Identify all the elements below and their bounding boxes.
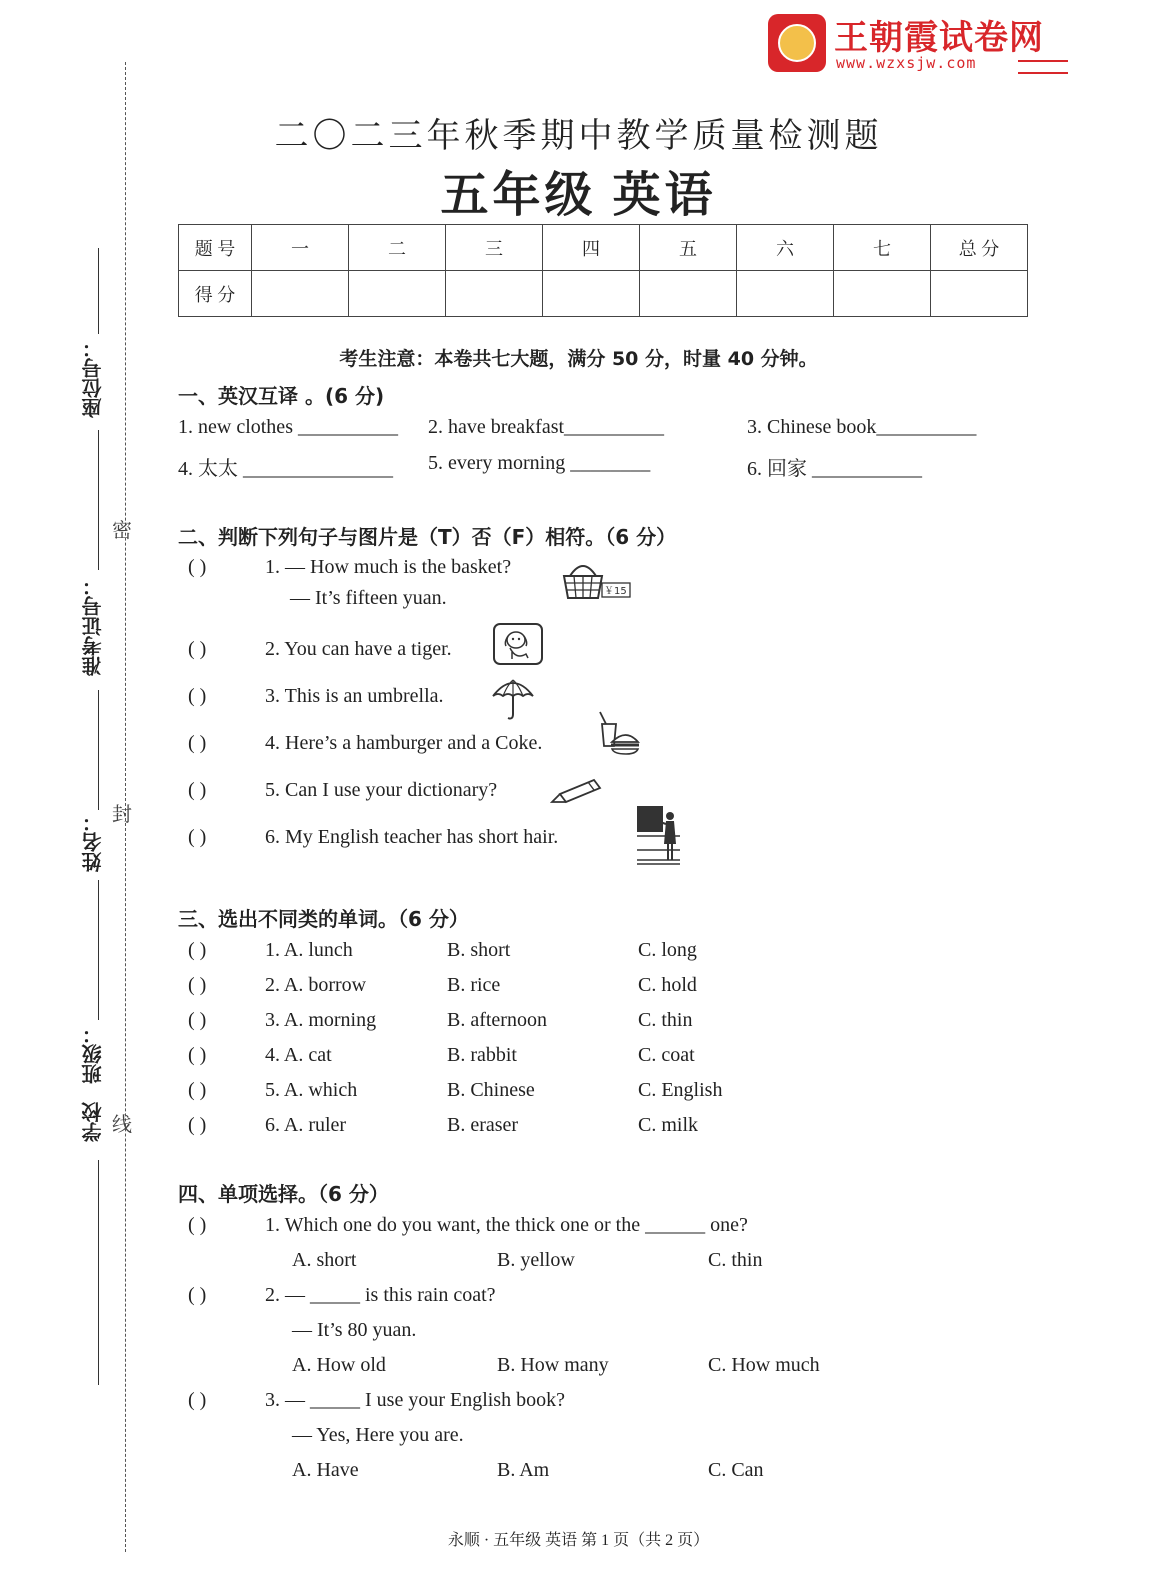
option-c: C. English (638, 1079, 723, 1101)
option-a: 6. A. ruler (265, 1114, 347, 1136)
option-b: B. Chinese (447, 1079, 535, 1101)
option-c: C. Can (708, 1459, 764, 1481)
section4-question-line2: — It’s 80 yuan. (292, 1319, 417, 1341)
section2-title: 二、判断下列句子与图片是（T）否（F）相符。（6 分） (178, 525, 677, 549)
option-a: 4. A. cat (265, 1044, 332, 1066)
teacher-icon (636, 804, 682, 873)
class-label: 班级： (81, 1024, 105, 1084)
option-c: C. thin (638, 1009, 693, 1031)
option-a: 2. A. borrow (265, 974, 367, 996)
answer-blank[interactable]: ( ) (188, 1114, 207, 1136)
exam-notice: 考生注意：本卷共七大题，满分 50 分，时量 40 分钟。 (339, 348, 818, 370)
logo-url: www.wzxsjw.com (836, 54, 977, 72)
school-line (98, 1160, 99, 1385)
basket-icon (562, 558, 632, 609)
site-logo (768, 14, 1088, 76)
section4-question: 3. — _____ I use your English book? (265, 1389, 565, 1411)
logo-name: 王朝霞试卷网 (834, 18, 1044, 58)
section1-item[interactable]: 3. Chinese book__________ (747, 416, 977, 438)
answer-blank[interactable]: ( ) (188, 1284, 207, 1306)
class-line (98, 880, 99, 1020)
answer-blank[interactable]: ( ) (188, 732, 207, 754)
page-footer: 永顺 · 五年级 英语 第 1 页（共 2 页） (447, 1532, 710, 1549)
option-a: A. short (292, 1249, 357, 1271)
section1-item[interactable]: 5. every morning ________ (428, 452, 651, 474)
price-tag: ￥15 (604, 586, 627, 597)
marker-icon (550, 776, 604, 811)
answer-blank[interactable]: ( ) (188, 1389, 207, 1411)
table-cell: 七 (834, 225, 931, 271)
answer-blank[interactable]: ( ) (188, 1079, 207, 1101)
section1-title: 一、英汉互译 。(6 分) (178, 384, 385, 408)
score-input-cell[interactable] (640, 271, 737, 317)
section4-question-line2: — Yes, Here you are. (292, 1424, 464, 1446)
score-table (178, 224, 1028, 317)
answer-blank[interactable]: ( ) (188, 974, 207, 996)
exam-no-label: 准考证号： (81, 576, 105, 676)
score-table-header-row (179, 225, 1028, 271)
answer-blank[interactable]: ( ) (188, 779, 207, 801)
option-b: B. rabbit (447, 1044, 517, 1066)
answer-blank[interactable]: ( ) (188, 1009, 207, 1031)
seal-xian: 线 (112, 1114, 132, 1136)
score-input-cell[interactable] (737, 271, 834, 317)
answer-blank[interactable]: ( ) (188, 556, 207, 578)
option-c: C. How much (708, 1354, 820, 1376)
table-cell: 五 (640, 225, 737, 271)
section2-question: 1. — How much is the basket? (265, 556, 512, 578)
option-b: B. Am (497, 1459, 550, 1481)
table-cell: 题 号 (179, 225, 252, 271)
seal-feng: 封 (112, 804, 132, 826)
option-c: C. thin (708, 1249, 763, 1271)
table-cell: 二 (349, 225, 446, 271)
option-a: 5. A. which (265, 1079, 358, 1101)
option-a: A. How old (292, 1354, 386, 1376)
score-input-cell[interactable] (349, 271, 446, 317)
section2-question: 6. My English teacher has short hair. (265, 826, 559, 848)
section2-question: 2. You can have a tiger. (265, 638, 452, 660)
name-line (98, 690, 99, 810)
umbrella-icon (490, 676, 536, 727)
answer-blank[interactable]: ( ) (188, 826, 207, 848)
option-c: C. long (638, 939, 697, 961)
section4-title: 四、单项选择。（6 分） (178, 1182, 389, 1206)
table-cell: 六 (737, 225, 834, 271)
dog-icon (492, 622, 544, 671)
answer-blank[interactable]: ( ) (188, 638, 207, 660)
exam-title: 二〇二三年秋季期中教学质量检测题 (274, 118, 883, 155)
score-input-cell[interactable] (931, 271, 1028, 317)
option-c: C. milk (638, 1114, 699, 1136)
name-label: 姓名： (81, 812, 105, 872)
seat-label: 座位号： (81, 338, 105, 418)
section1-item[interactable]: 4. 太太 _______________ (178, 458, 393, 480)
section2-question: 5. Can I use your dictionary? (265, 779, 498, 801)
section3-title: 三、选出不同类的单词。（6 分） (178, 907, 469, 931)
option-a: A. Have (292, 1459, 359, 1481)
option-b: B. rice (447, 974, 501, 996)
seal-mi: 密 (112, 520, 132, 542)
option-b: B. yellow (497, 1249, 575, 1271)
option-b: B. How many (497, 1354, 609, 1376)
section1-item[interactable]: 6. 回家 ___________ (747, 458, 922, 480)
option-c: C. hold (638, 974, 697, 996)
section2-question: 4. Here’s a hamburger and a Coke. (265, 732, 543, 754)
answer-blank[interactable]: ( ) (188, 685, 207, 707)
option-b: B. short (447, 939, 511, 961)
score-table-score-row (179, 271, 1028, 317)
answer-blank[interactable]: ( ) (188, 1214, 207, 1236)
option-a: 1. A. lunch (265, 939, 353, 961)
score-input-cell[interactable] (446, 271, 543, 317)
score-input-cell[interactable] (834, 271, 931, 317)
table-cell: 四 (543, 225, 640, 271)
option-b: B. afternoon (447, 1009, 547, 1031)
option-b: B. eraser (447, 1114, 519, 1136)
school-label: 学校 (81, 1102, 105, 1142)
logo-badge-icon (768, 14, 826, 72)
section2-question-line2: — It’s fifteen yuan. (290, 587, 447, 609)
section4-question: 2. — _____ is this rain coat? (265, 1284, 496, 1306)
section2-question: 3. This is an umbrella. (265, 685, 444, 707)
section4-question: 1. Which one do you want, the thick one or the ______ one? (265, 1214, 748, 1236)
score-input-cell[interactable] (543, 271, 640, 317)
option-a: 3. A. morning (265, 1009, 377, 1031)
exam-no-line (98, 430, 99, 570)
option-c: C. coat (638, 1044, 695, 1066)
table-cell: 总 分 (931, 225, 1028, 271)
answer-blank[interactable]: ( ) (188, 939, 207, 961)
table-cell: 一 (252, 225, 349, 271)
logo-lines-icon (1018, 60, 1068, 74)
table-cell: 三 (446, 225, 543, 271)
seat-line (98, 248, 99, 334)
answer-blank[interactable]: ( ) (188, 1044, 207, 1066)
exam-subtitle: 五年级 英语 (440, 169, 717, 222)
section1-item[interactable]: 1. new clothes __________ (178, 416, 398, 438)
section1-item[interactable]: 2. have breakfast__________ (428, 416, 665, 438)
table-cell: 得 分 (179, 271, 252, 317)
hamburger-icon (596, 708, 642, 763)
score-input-cell[interactable] (252, 271, 349, 317)
